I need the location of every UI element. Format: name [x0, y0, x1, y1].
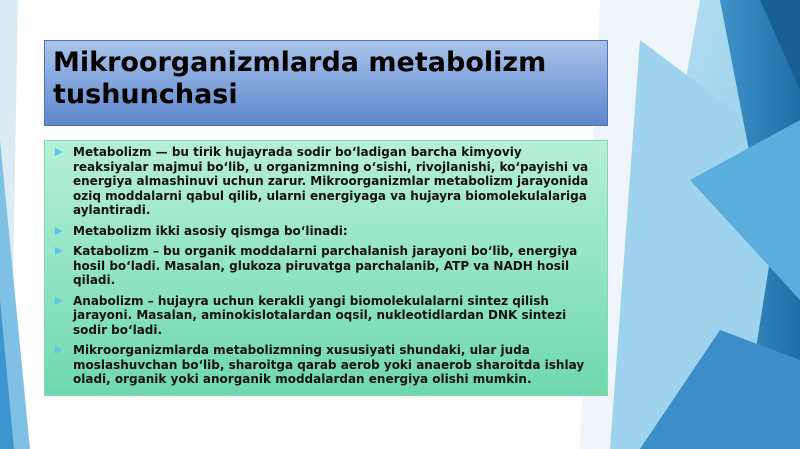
bullet-text: Katabolizm – bu organik moddalarni parchalanish jarayoni bo‘lib, energiya hosil bo‘ladi. Masalan, glukoza piruvatga parchalanib, ATP va NADH hosil qiladi.: [73, 244, 578, 287]
bullet-arrow-icon: [55, 247, 63, 255]
bullet-arrow-icon: [55, 346, 63, 354]
bullet-text: Metabolizm ikki asosiy qismga bo‘linadi:: [73, 223, 348, 238]
bullet-text: Mikroorganizmlarda metabolizmning xususiyati shundaki, ular juda moslashuvchan bo‘lib, sharoitga qarab aerob yoki anaerob sharoitda ishlay oladi, organik yoki anorganik moddalardan energiya olishi mumkin.: [73, 343, 585, 386]
bullet-item-metabolizm: [57, 145, 601, 218]
bullet-list: [57, 145, 601, 387]
slide-title: Mikroorganizmlarda metabolizm tushunchasi: [53, 47, 547, 110]
bullet-item-katabolizm: [57, 244, 601, 288]
bullet-arrow-icon: [55, 227, 63, 235]
bullet-text: Metabolizm — bu tirik hujayrada sodir bo‘ladigan barcha kimyoviy reaksiyalar majmui bo‘lib, u organizmning o‘sishi, rivojlanishi, ko‘payishi va energiya almashinuvi uchun zarur. Mikroorganizmlar metabolizm jarayonida oziq moddalarni qabul qilib, ularni energiyaga va hujayra biomolekulalariga aylantiradi.: [73, 145, 589, 217]
content-box: [44, 140, 608, 396]
title-box: [44, 40, 608, 126]
bullet-item-two-parts: [57, 224, 601, 239]
bullet-item-features: [57, 343, 601, 387]
bullet-text: Anabolizm – hujayra uchun kerakli yangi biomolekulalarni sintez qilish jarayoni. Masalan, aminokislotalardan oqsil, nukleotidlardan DNK sintezi sodir bo‘ladi.: [73, 293, 567, 337]
bullet-arrow-icon: [55, 148, 63, 156]
bullet-arrow-icon: [55, 297, 63, 305]
bullet-item-anabolizm: [57, 294, 601, 338]
